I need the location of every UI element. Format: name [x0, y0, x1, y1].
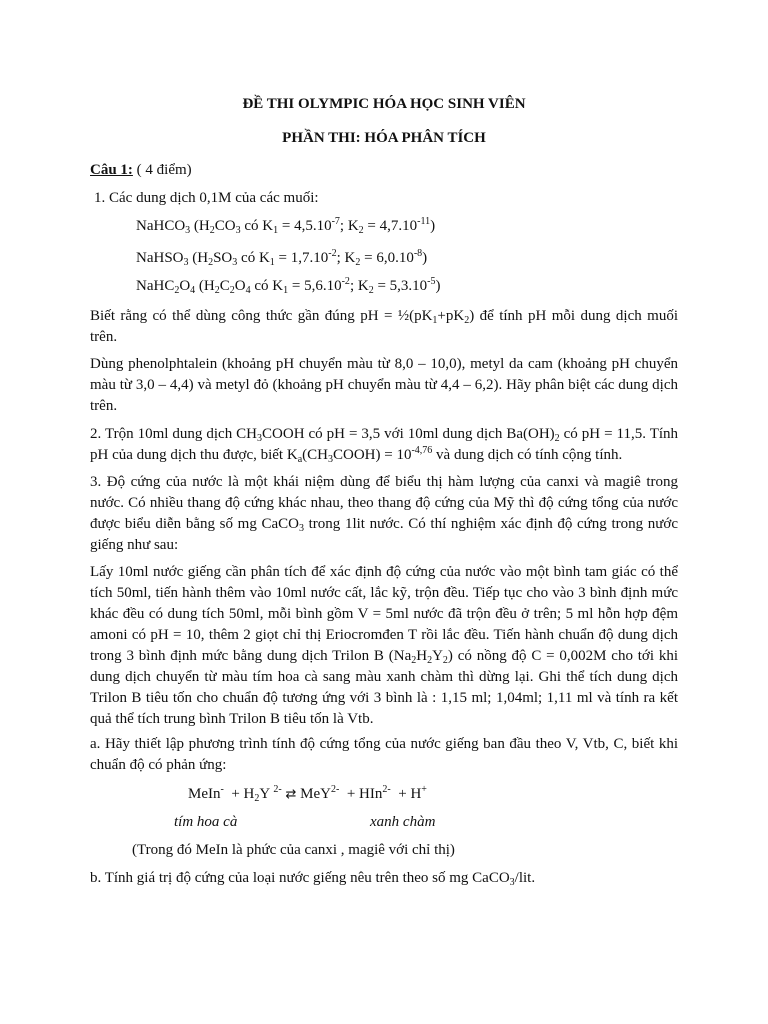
question-b: b. Tính giá trị độ cứng của loại nước giếng nêu trên theo số mg CaCO$_3$/lit.	[90, 870, 536, 888]
color-label-left: tím hoa cà	[174, 814, 238, 830]
question-1-heading	[90, 160, 678, 181]
question-label: Câu 1:	[90, 162, 133, 178]
ph-formula-paragraph: Biết rằng có thể dùng công thức gần đúng pH = $\frac{1}{2}(pK_1+pK_2)$ để tính pH mỗi dung dịch muối trên.	[90, 308, 678, 345]
question-a: a. Hãy thiết lập phương trình tính độ cứng tổng của nước giếng ban đầu theo V, Vtb, C, biết khi chuẩn độ có phản ứng:	[90, 736, 678, 773]
reaction-note: (Trong đó MeIn là phức của canxi , magiê với chỉ thị)	[132, 842, 455, 858]
indicators-paragraph: Dùng phenolphtalein (khoảng pH chuyển màu từ 8,0 – 10,0), metyl da cam (khoảng pH chuyển màu từ 3,0 – 4,4) và metyl đỏ (khoảng pH chuyển màu từ 4,4 – 6,2). Hãy phân biệt các dung dịch trên.	[90, 356, 678, 414]
part1-intro: 1. Các dung dịch 0,1M của các muối:	[94, 190, 319, 206]
experiment-paragraph: Lấy 10ml nước giếng cần phân tích để xác định độ cứng của nước vào một bình tam giác có thể tích 50ml, tiến hành thêm vào 10ml nước cất, lắc kỹ, trộn đều. Tiếp tục cho vào 3 bình định mức khác đều có dung tích 50ml, mỗi bình gồm V = 5ml nước đã trộn đều ở trên; 5 ml hỗn hợp đệm amoni có pH = 10, thêm 2 giọt chỉ thị Eriocromđen T rồi lắc đều. Tiến hành chuẩn độ dung dịch trong 3 bình định mức bằng dung dịch Trilon B $(Na_2H_2Y_2)$ có nồng độ C = 0,002M cho tới khi dung dịch chuyển từ màu tím hoa cà sang màu xanh chàm thì dừng lại. Ghi thể tích dung dịch Trilon B tiêu tốn cho chuẩn độ tương ứng với 3 bình là : 1,15 ml; 1,04ml; 1,11 ml và tính ra kết quả thể tích trung bình Trilon B tiêu tốn là Vtb.	[90, 564, 679, 727]
part2-paragraph: 2. Trộn 10ml dung dịch $CH_3COOH$ có pH = 3,5 với 10ml dung dịch $Ba(OH)_2$ có pH = 11,5. Tính pH của dung dịch thu được, biết $K_a(CH_3COOH) = 10^{-4,76}$ và dung dịch có tính cộng tính.	[90, 426, 679, 465]
part3-intro-paragraph: 3. Độ cứng của nước là một khái niệm dùng để biểu thị hàm lượng của canxi và magiê trong nước. Có nhiều thang độ cứng khác nhau, theo thang độ cứng của Mỹ thì độ cứng tổng của nước được biểu diễn bằng số mg CaCO$_3$ trong 1lit nước. Có thí nghiệm xác định độ cứng trong nước giếng như sau:	[90, 474, 678, 553]
salt-line-1: NaHCO$_3$ ($H_2CO_3$ có $K_1 = 4,5.10^{-7}$; $K_2 = 4,7.10^{-11}$)	[136, 216, 436, 236]
color-label-right: xanh chàm	[370, 814, 436, 830]
salt-line-3: $NaHC_2O_4$ ($H_2C_2O_4$ có $K_1 = 5,6.10^{-2}$; $K_2 = 5,3.10^{-5}$)	[136, 276, 441, 296]
reaction-equation: MeIn- + $H_2Y$ $^{2-}$ ⇄ MeY$^{2-}$ + HIn$^{2-}$ + H+	[188, 784, 427, 804]
exam-title: ĐỀ THI OLYMPIC HÓA HỌC SINH VIÊN	[242, 96, 526, 112]
question-points: ( 4 điểm)	[132, 162, 192, 178]
exam-section-title: PHẦN THI: HÓA PHÂN TÍCH	[282, 130, 486, 146]
salt-line-2: NaHSO$_3$ ($H_2SO_3$ có $K_1 = 1,7.10^{-2}$; $K_2 = 6,0.10^{-8}$)	[136, 248, 428, 268]
equilibrium-arrow-icon: ⇄	[285, 787, 297, 802]
